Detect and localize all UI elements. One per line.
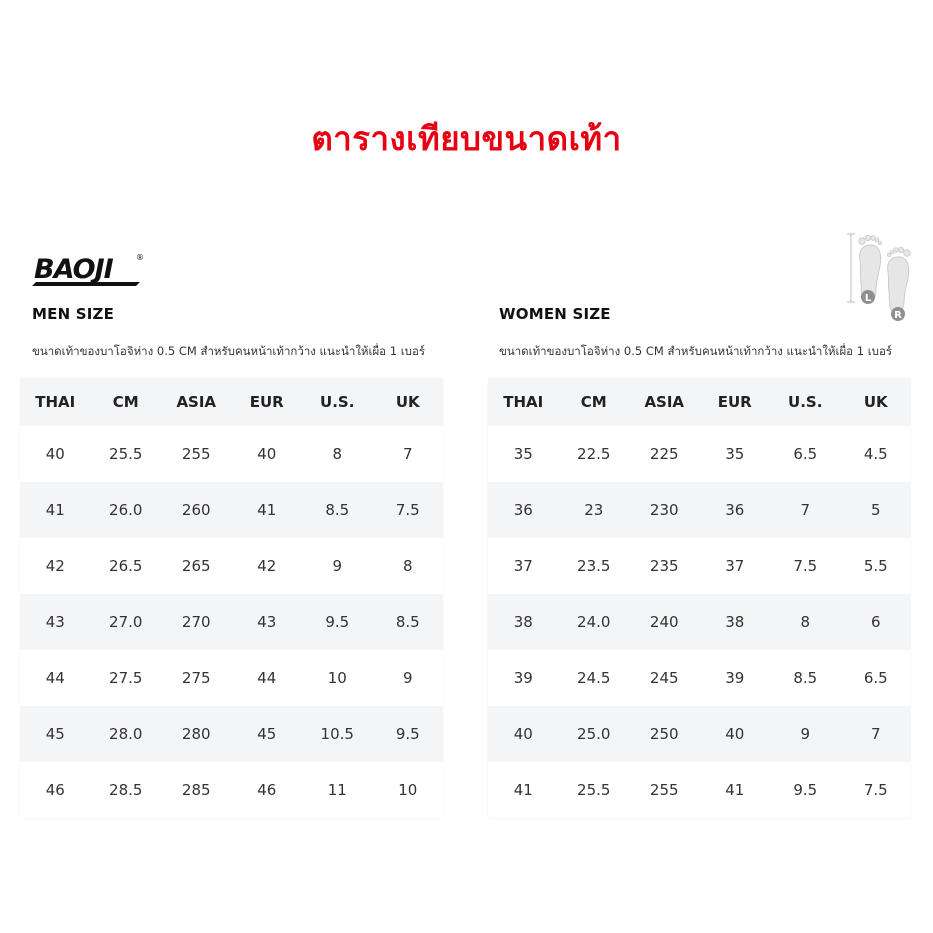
table-cell: 8.5: [793, 669, 818, 687]
left-foot-label: L: [864, 293, 872, 304]
table-cell: 225: [649, 445, 679, 463]
table-cell: 255: [181, 445, 211, 463]
table-cell: 240: [649, 613, 679, 631]
table-cell: 40: [725, 725, 745, 743]
table-cell: 275: [181, 669, 211, 687]
table-row: [20, 594, 443, 650]
table-cell: 25.5: [577, 781, 611, 799]
table-cell: 45: [45, 725, 65, 743]
table-cell: 245: [649, 669, 679, 687]
table-cell: 230: [649, 501, 679, 519]
table-cell: 9.5: [395, 725, 420, 743]
column-header: UK: [863, 393, 888, 411]
table-cell: 280: [181, 725, 211, 743]
table-cell: 23.5: [577, 557, 611, 575]
column-header: ASIA: [176, 393, 217, 411]
table-cell: 44: [45, 669, 65, 687]
registered-mark: ®: [136, 253, 144, 262]
table-cell: 37: [513, 557, 533, 575]
men-size-heading: MEN SIZE: [32, 305, 115, 323]
table-cell: 41: [513, 781, 533, 799]
table-cell: 10.5: [320, 725, 354, 743]
table-cell: 7.5: [863, 781, 888, 799]
table-cell: 10: [398, 781, 418, 799]
table-row: [488, 650, 911, 706]
table-cell: 8: [402, 557, 413, 575]
table-cell: 6: [870, 613, 881, 631]
table-cell: 26.0: [109, 501, 143, 519]
table-cell: 6.5: [793, 445, 818, 463]
table-cell: 36: [725, 501, 745, 519]
table-cell: 250: [649, 725, 679, 743]
table-cell: 5: [870, 501, 881, 519]
table-cell: 11: [327, 781, 347, 799]
table-cell: 25.5: [109, 445, 143, 463]
baoji-logo: [30, 248, 148, 290]
women-size-heading: WOMEN SIZE: [499, 305, 611, 323]
table-cell: 8.5: [395, 613, 420, 631]
table-row: [488, 426, 911, 482]
table-cell: 28.0: [109, 725, 143, 743]
table-cell: 40: [257, 445, 277, 463]
table-cell: 40: [45, 445, 65, 463]
column-header: UK: [395, 393, 420, 411]
table-cell: 35: [725, 445, 745, 463]
table-cell: 41: [725, 781, 745, 799]
table-cell: 9: [800, 725, 811, 743]
table-cell: 6.5: [863, 669, 888, 687]
table-row: [20, 650, 443, 706]
table-cell: 9: [402, 669, 413, 687]
table-header-row: [20, 378, 443, 426]
table-cell: 24.0: [577, 613, 611, 631]
table-row: [488, 482, 911, 538]
table-cell: 10: [327, 669, 347, 687]
table-cell: 24.5: [577, 669, 611, 687]
page-title: ตารางเทียบขนาดเท้า: [311, 119, 622, 158]
table-cell: 7: [402, 445, 413, 463]
table-cell: 27.5: [109, 669, 143, 687]
table-cell: 39: [513, 669, 533, 687]
table-cell: 42: [45, 557, 65, 575]
table-row: [20, 426, 443, 482]
table-cell: 41: [45, 501, 65, 519]
table-cell: 4.5: [863, 445, 888, 463]
table-cell: 260: [181, 501, 211, 519]
table-row: [20, 482, 443, 538]
baoji-logo-text: BAOJI: [34, 254, 113, 285]
table-cell: 7.5: [793, 557, 818, 575]
column-header: ASIA: [644, 393, 685, 411]
column-header: THAI: [35, 393, 76, 411]
table-cell: 8.5: [325, 501, 350, 519]
women-size-table: [488, 378, 911, 818]
table-cell: 255: [649, 781, 679, 799]
table-cell: 25.0: [577, 725, 611, 743]
men-size-note: ขนาดเท้าของบาโอจิห่าง 0.5 CM สำหรับคนหน้าเท้ากว้าง แนะนำให้เผื่อ 1 เบอร์: [32, 344, 426, 358]
table-row: [488, 594, 911, 650]
table-row: [488, 706, 911, 762]
table-cell: 42: [257, 557, 277, 575]
table-row: [20, 762, 443, 818]
column-header: U.S.: [320, 393, 355, 411]
table-cell: 7: [800, 501, 811, 519]
table-cell: 35: [513, 445, 533, 463]
table-cell: 41: [257, 501, 277, 519]
column-header: CM: [112, 393, 139, 411]
table-cell: 265: [181, 557, 211, 575]
table-cell: 26.5: [109, 557, 143, 575]
column-header: EUR: [249, 393, 284, 411]
table-cell: 46: [45, 781, 65, 799]
table-cell: 27.0: [109, 613, 143, 631]
table-cell: 5.5: [863, 557, 888, 575]
column-header: U.S.: [788, 393, 823, 411]
table-cell: 46: [257, 781, 277, 799]
column-header: EUR: [717, 393, 752, 411]
table-cell: 38: [725, 613, 745, 631]
column-header: THAI: [503, 393, 544, 411]
table-cell: 22.5: [577, 445, 611, 463]
men-size-table: [20, 378, 443, 818]
table-row: [488, 762, 911, 818]
table-cell: 45: [257, 725, 277, 743]
table-cell: 37: [725, 557, 745, 575]
feet-outline-icon: [838, 230, 918, 324]
table-cell: 40: [513, 725, 533, 743]
table-cell: 43: [257, 613, 277, 631]
table-row: [20, 538, 443, 594]
right-foot-label: R: [894, 310, 902, 321]
table-cell: 36: [513, 501, 533, 519]
table-cell: 8: [332, 445, 343, 463]
women-size-note: ขนาดเท้าของบาโอจิห่าง 0.5 CM สำหรับคนหน้าเท้ากว้าง แนะนำให้เผื่อ 1 เบอร์: [499, 344, 893, 358]
table-cell: 9: [332, 557, 343, 575]
table-cell: 23: [584, 501, 604, 519]
table-cell: 9.5: [325, 613, 350, 631]
table-header-row: [488, 378, 911, 426]
column-header: CM: [580, 393, 607, 411]
table-row: [488, 538, 911, 594]
table-cell: 7: [870, 725, 881, 743]
table-cell: 28.5: [109, 781, 143, 799]
table-cell: 7.5: [395, 501, 420, 519]
table-cell: 9.5: [793, 781, 818, 799]
table-cell: 38: [513, 613, 533, 631]
table-cell: 270: [181, 613, 211, 631]
table-cell: 39: [725, 669, 745, 687]
table-cell: 8: [800, 613, 811, 631]
table-row: [20, 706, 443, 762]
table-cell: 285: [181, 781, 211, 799]
table-cell: 43: [45, 613, 65, 631]
table-cell: 235: [649, 557, 679, 575]
table-cell: 44: [257, 669, 277, 687]
